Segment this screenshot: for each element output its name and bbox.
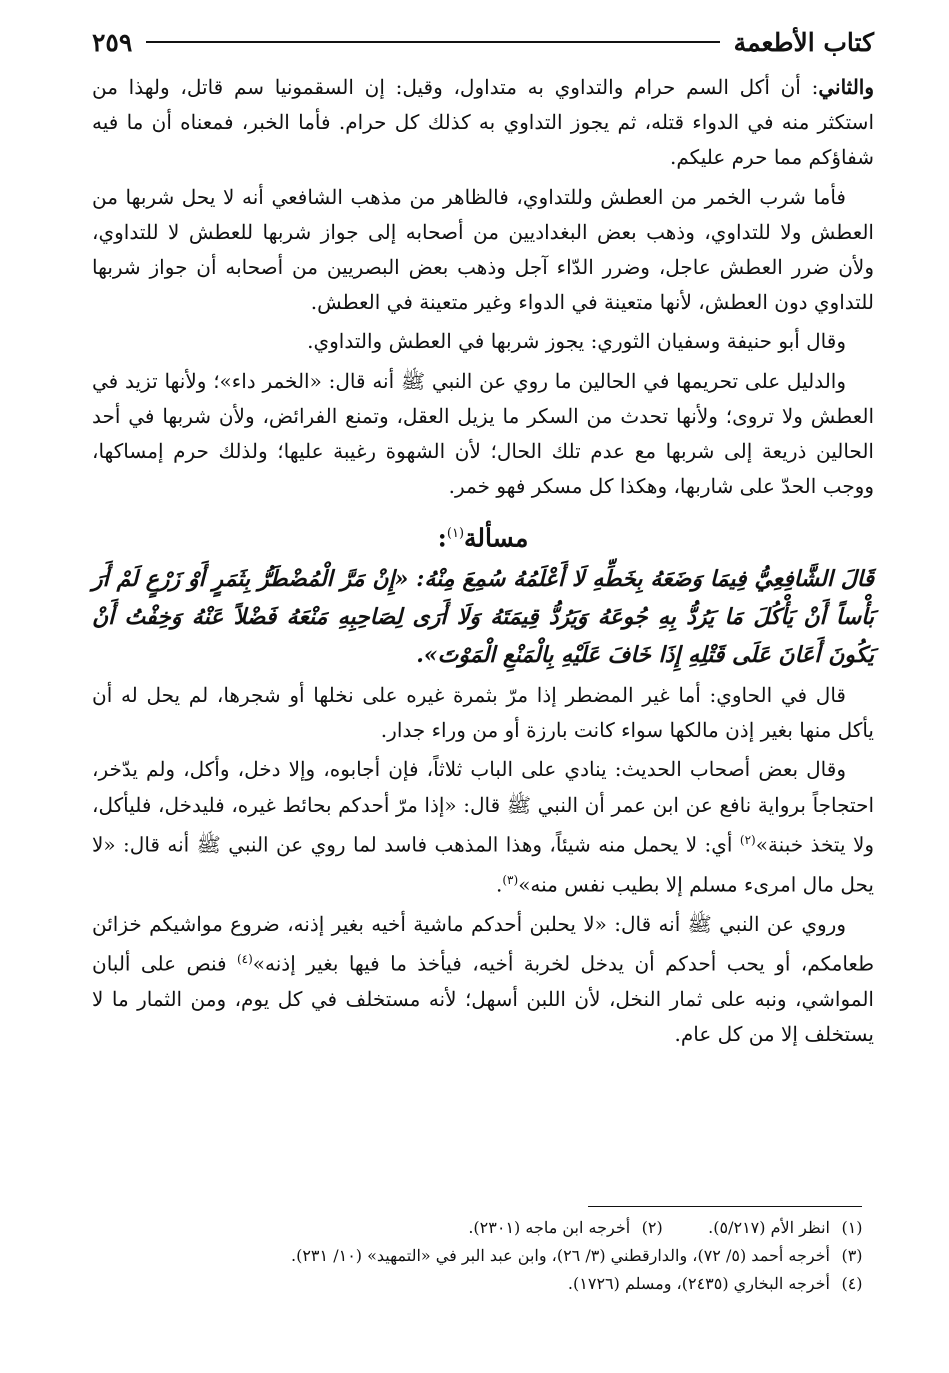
page-number: ٢٥٩	[92, 27, 133, 57]
paragraph-1	[92, 70, 874, 176]
paragraph-3: وقال أبو حنيفة وسفيان الثوري: يجوز شربها في العطش والتداوي.	[307, 329, 846, 354]
footnote-ref-4[interactable]: (٤)	[236, 951, 253, 966]
footnote-1-text: انظر الأم (٥/٢١٧).	[708, 1218, 830, 1237]
main-text	[92, 70, 874, 1056]
paragraph-1-lead: والثاني	[818, 75, 875, 99]
footnote-ref-2[interactable]: (٢)	[739, 832, 756, 847]
footnote-2-number: (٢)	[641, 1218, 663, 1237]
footnote-4-number: (٤)	[841, 1274, 863, 1293]
masala-heading-colon: :	[437, 523, 447, 553]
paragraph-6-text-a: وقال بعض أصحاب الحديث: ينادي على الباب ثلاثاً، فإن أجابوه، وإلا دخل، وأكل، ولم يدّخر، احتجاجاً برواية نافع عن ابن عمر أن النبي ﷺ قال: «إذا مرّ أحدكم بحائط غيره، فليدخل، فليأكل، ولا يتخذ خبنة»	[92, 757, 875, 857]
paragraph-1-text: : أن أكل السم حرام والتداوي به متداول، وقيل: إن السقمونيا سم قاتل، ولهذا من استكثر منه في الدواء قتله، ثم يجوز التداوي به كذلك كل حرام. فأما الخبر، فمعناه أن ما فيه شفاؤكم مما حرم عليكم.	[92, 75, 874, 170]
masala-heading-text: مسألة	[464, 523, 529, 553]
footnote-4-text: أخرجه البخاري (٢٤٣٥)، ومسلم (١٧٢٦).	[567, 1274, 830, 1293]
paragraph-7	[92, 907, 874, 1052]
footnote-gap	[674, 1214, 708, 1242]
footnote-row-3	[92, 1242, 874, 1270]
paragraph-5: قال في الحاوي: أما غير المضطر إذا مرّ بثمرة غيره على نخلها أو شجرها، لم يحل له أن يأكل منها بغير إذن مالكها سواء كانت بارزة أو من وراء جدار.	[92, 682, 874, 743]
footnote-2-text: أخرجه ابن ماجه (٢٣٠١).	[468, 1218, 631, 1237]
footnote-3-number: (٣)	[841, 1246, 863, 1265]
footnote-row-4	[92, 1270, 874, 1298]
paragraph-7-text-a: وروي عن النبي ﷺ أنه قال: «لا يحلبن أحدكم ماشية أخيه بغير إذنه، ضروع مواشيكم خزائن طعامكم، أو يحب أحدكم أن يدخل لخربة أخيه، فيأخذ ما فيها بغير إذنه»	[92, 911, 874, 976]
footnote-3-text: أخرجه أحمد (٥/ ٧٢)، والدارقطني (٣/ ٢٦)، وابن عبد البر في «التمهيد» (١٠/ ٢٣١).	[291, 1246, 830, 1265]
footnote-1-number: (١)	[841, 1218, 863, 1237]
footnote-separator	[588, 1206, 862, 1207]
paragraph-2: فأما شرب الخمر من العطش وللتداوي، فالظاهر من مذهب الشافعي أنه لا يحل شربها من العطش ولا للتداوي، وذهب بعض البغداديين من أصحابه إلى جواز شربها للعطش لا للتداوي، ولأن ضرر العطش عاجل، وضرر الدّاء آجل وذهب بعض البصريين من أصحابه أن جواز شربها للتداوي دون العطش، لأنها متعينة في الدواء وغير متعينة في العطش.	[92, 184, 874, 315]
paragraph-6-text-b: أي: لا يحمل منه شيئاً، وهذا المذهب فاسد لما روي عن النبي ﷺ أنه قال: «لا يحل مال امرىء مسلم إلا بطيب نفس منه»	[92, 832, 874, 897]
paragraph-7-text-b: فنص على ألبان المواشي، ونبه على ثمار النخل، لأن اللبن أسهل؛ لأنه مستخلف في كل يوم، ومن الثمار ما لا يستخلف إلا من كل عام.	[92, 951, 874, 1046]
shafii-quote: قَالَ الشَّافِعِيُّ فِيمَا وَضَعَهُ بِخَطِّهِ لَا أَعْلَمُهُ سُمِعَ مِنْهُ: «إِنْ مَرَّ الْمُضْطَرُّ بِثَمَرٍ أَوْ زَرْعٍ لَمْ أَرَ بَأْساً أَنْ يَأْكُلَ مَا يَرُدُّ بِهِ جُوعَهُ وَيَرُدُّ قِيمَتَهُ وَلَا أَرَى لِصَاحِبِهِ مَنْعَهُ فَضْلاً عَنْهُ وَخِفْتُ أَنْ يَكُونَ أَعَانَ عَلَى قَتْلِهِ إِذَا خَافَ عَلَيْهِ بِالْمَنْعِ الْمَوْتَ».	[92, 565, 874, 668]
book-title: كتاب الأطعمة	[733, 27, 874, 57]
footnote-row-1	[92, 1214, 874, 1242]
footnote-ref-3[interactable]: (٣)	[502, 872, 519, 887]
paragraph-6	[92, 752, 874, 902]
header-rule	[146, 41, 719, 43]
footnotes	[92, 1214, 874, 1298]
paragraph-6-text-c: .	[496, 872, 503, 897]
running-header	[92, 22, 874, 62]
masala-heading	[92, 516, 874, 556]
paragraph-4: والدليل على تحريمها في الحالين ما روي عن النبي ﷺ أنه قال: «الخمر داء»؛ ولأنها تزيد في العطش ولا تروى؛ ولأنها تحدث من السكر ما يزيل العقل، وتمنع الفرائض، ولأن شربها في أحد الحالين ذريعة إلى شربها مع عدم تلك الحال؛ لأن الشهوة رغيبة عليها؛ ولذلك حرم إمساكها، ووجب الحدّ على شاربها، وهكذا كل مسكر فهو خمر.	[92, 368, 874, 499]
masala-footnote-ref[interactable]: (١)	[446, 526, 465, 542]
